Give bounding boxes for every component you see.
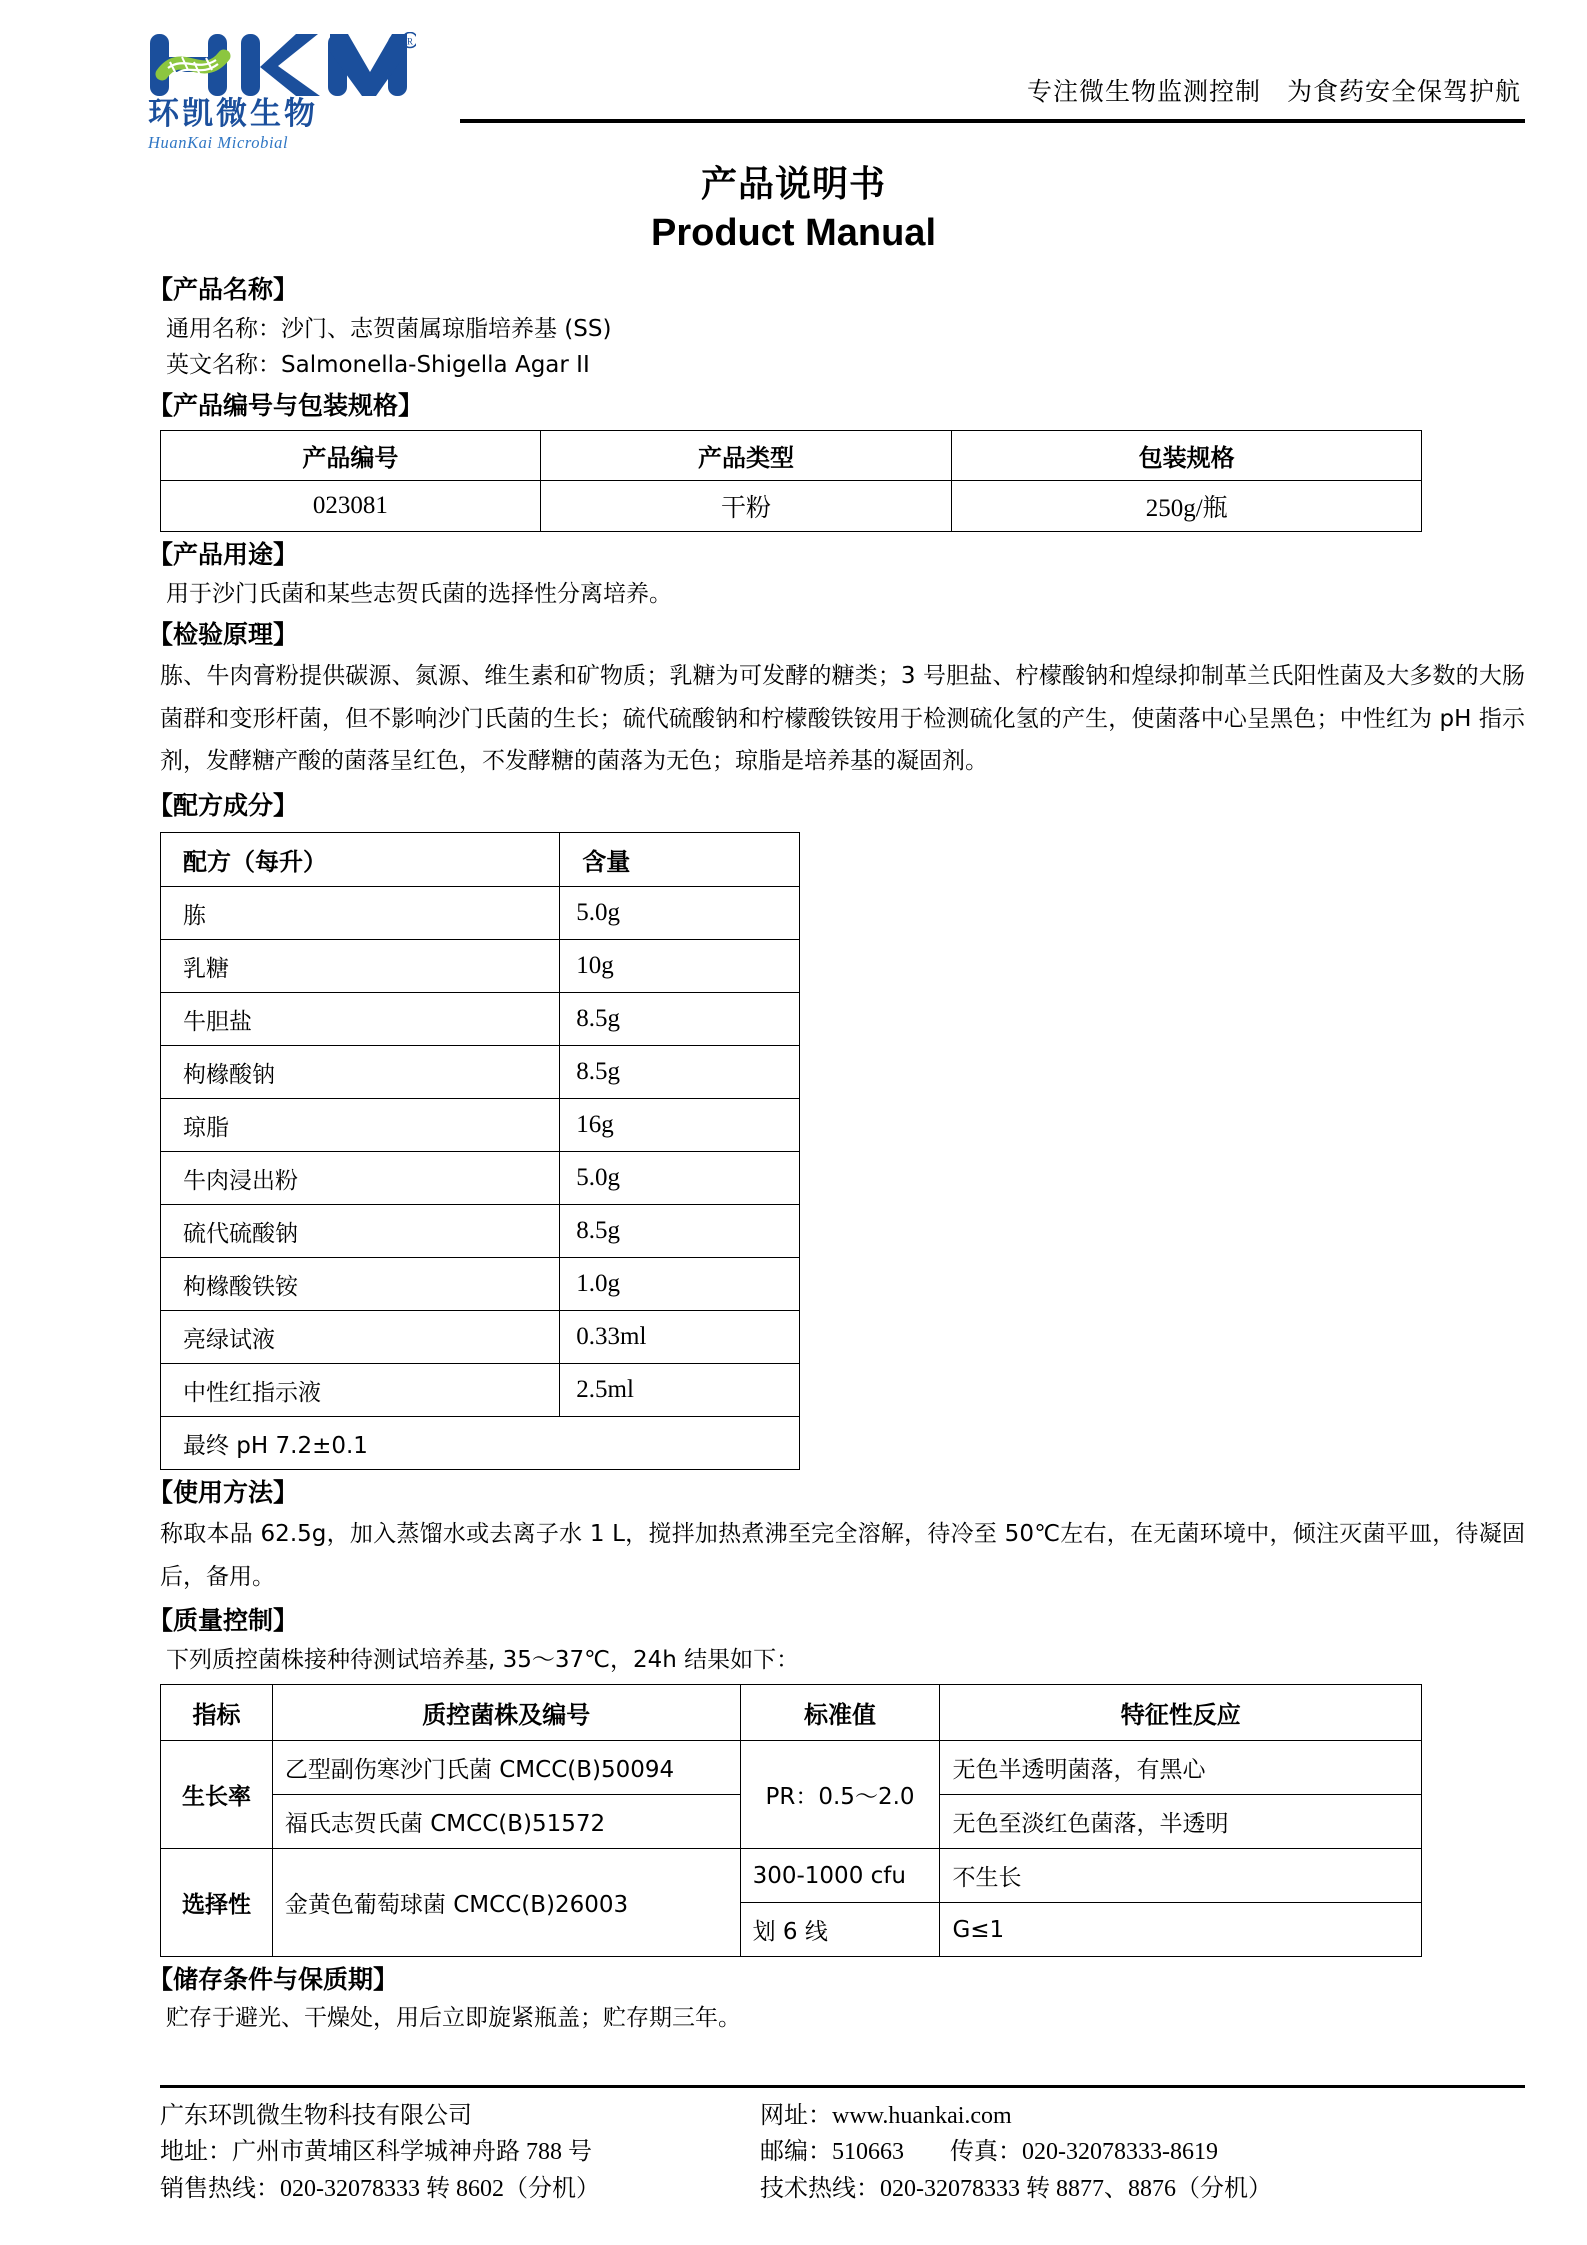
cell-indicator-selectivity: 选择性 <box>161 1849 273 1957</box>
table-row <box>161 1311 800 1364</box>
cell-ingredient: 牛胆盐 <box>161 993 560 1046</box>
cell-amount: 16g <box>560 1099 800 1152</box>
footer-address: 地址：广州市黄埔区科学城神舟路 788 号 <box>160 2139 592 2166</box>
table-row <box>161 940 800 993</box>
col-standard: 标准值 <box>740 1685 940 1741</box>
cell-ingredient: 硫代硫酸钠 <box>161 1205 560 1258</box>
document-body <box>0 272 1587 2036</box>
col-product-code: 产品编号 <box>161 431 541 481</box>
table-row <box>161 481 1422 532</box>
page-title-en: Product Manual <box>650 211 937 254</box>
table-row <box>161 1849 1422 1903</box>
cell-package-spec: 250g/瓶 <box>952 481 1422 532</box>
table-row <box>161 1258 800 1311</box>
principle-text: 胨、牛肉膏粉提供碳源、氮源、维生素和矿物质；乳糖为可发酵的糖类；3 号胆盐、柠檬酸钠和煌绿抑制革兰氏阳性菌及大多数的大肠菌群和变形杆菌，但不影响沙门氏菌的生长；硫代硫酸钠和柠檬酸铁铵用于检测硫化氢的产生，使菌落中心呈黑色；中性红为 pH 指示剂，发酵糖产酸的菌落呈红色，不发酵糖的菌落为无色；琼脂是培养基的凝固剂。 <box>160 663 1525 775</box>
table-row <box>161 1152 800 1205</box>
footer-postcode-fax <box>760 2134 1525 2170</box>
page-header <box>0 0 1587 150</box>
col-strain: 质控菌株及编号 <box>272 1685 740 1741</box>
table-row <box>161 1364 800 1417</box>
cell-ingredient: 亮绿试液 <box>161 1311 560 1364</box>
product-use-text: 用于沙门氏菌和某些志贺氏菌的选择性分离培养。 <box>166 580 672 607</box>
cell-strain: 福氏志贺氏菌 CMCC(B)51572 <box>272 1795 740 1849</box>
table-row <box>161 1046 800 1099</box>
cell-ingredient: 胨 <box>161 887 560 940</box>
table-row <box>161 1741 1422 1795</box>
table-row <box>161 887 800 940</box>
col-reaction: 特征性反应 <box>940 1685 1422 1741</box>
table-row <box>161 993 800 1046</box>
cell-ingredient: 枸橼酸铁铵 <box>161 1258 560 1311</box>
section-heading-product-name: 【产品名称】 <box>148 275 299 305</box>
col-indicator: 指标 <box>161 1685 273 1741</box>
col-product-type: 产品类型 <box>540 431 952 481</box>
footer-left-column <box>160 2098 760 2207</box>
col-formula-amount: 含量 <box>560 833 800 887</box>
quality-control-intro: 下列质控菌株接种待测试培养基, 35～37℃，24h 结果如下： <box>166 1646 800 1673</box>
footer-columns <box>160 2098 1525 2207</box>
section-heading-formula: 【配方成分】 <box>148 790 299 820</box>
cell-standard: 300-1000 cfu <box>740 1849 940 1903</box>
table-row-ph <box>161 1417 800 1470</box>
cell-final-ph: 最终 pH 7.2±0.1 <box>161 1417 800 1470</box>
cell-ingredient: 中性红指示液 <box>161 1364 560 1417</box>
cell-amount: 10g <box>560 940 800 993</box>
footer-fax: 传真：020-32078333-8619 <box>950 2139 1218 2166</box>
cell-reaction: G≤1 <box>940 1903 1422 1957</box>
section-heading-product-code: 【产品编号与包装规格】 <box>148 391 424 421</box>
cell-ingredient: 琼脂 <box>161 1099 560 1152</box>
hkm-logo-svg <box>148 32 416 98</box>
cell-strain: 金黄色葡萄球菌 CMCC(B)26003 <box>272 1849 740 1957</box>
svg-text:R: R <box>406 36 414 47</box>
cell-amount: 5.0g <box>560 1152 800 1205</box>
col-package-spec: 包装规格 <box>952 431 1422 481</box>
footer-company-name: 广东环凯微生物科技有限公司 <box>160 2102 472 2129</box>
cell-amount: 8.5g <box>560 1205 800 1258</box>
cell-amount: 0.33ml <box>560 1311 800 1364</box>
footer-sales-hotline: 销售热线：020-32078333 转 8602（分机） <box>160 2175 600 2202</box>
logo-brand-en: HuanKai Microbial <box>148 133 289 152</box>
page-footer <box>160 2085 1525 2207</box>
storage-text: 贮存于避光、干燥处，用后立即旋紧瓶盖；贮存期三年。 <box>166 2005 741 2032</box>
footer-postcode: 邮编：510663 <box>760 2139 904 2166</box>
usage-text: 称取本品 62.5g，加入蒸馏水或去离子水 1 L，搅拌加热煮沸至完全溶解，待冷至 50℃左右，在无菌环境中，倾注灭菌平皿，待凝固后，备用。 <box>160 1521 1525 1590</box>
header-tagline: 专注微生物监测控制 为食药安全保驾护航 <box>1026 77 1521 106</box>
quality-control-table <box>160 1684 1422 1957</box>
logo-brand-cn: 环凯微生物 <box>148 96 318 132</box>
section-heading-quality-control: 【质量控制】 <box>148 1606 299 1636</box>
cell-reaction: 不生长 <box>940 1849 1422 1903</box>
page-title-cn: 产品说明书 <box>700 164 886 205</box>
section-heading-principle: 【检验原理】 <box>148 620 299 649</box>
product-spec-table <box>160 430 1422 532</box>
cell-indicator-growth: 生长率 <box>161 1741 273 1849</box>
cell-amount: 5.0g <box>560 887 800 940</box>
cell-product-type: 干粉 <box>540 481 952 532</box>
footer-right-column <box>760 2098 1525 2207</box>
table-row <box>161 1205 800 1258</box>
table-header-row <box>161 431 1422 481</box>
formula-table <box>160 832 800 1470</box>
col-formula-name: 配方（每升） <box>161 833 560 887</box>
cell-ingredient: 枸橼酸钠 <box>161 1046 560 1099</box>
section-heading-product-use: 【产品用途】 <box>148 540 299 570</box>
section-heading-storage: 【储存条件与保质期】 <box>148 1965 399 1995</box>
cell-product-code: 023081 <box>161 481 541 532</box>
company-logo <box>148 22 448 153</box>
table-header-row <box>161 1685 1422 1741</box>
cell-reaction: 无色至淡红色菌落，半透明 <box>940 1795 1422 1849</box>
cell-ingredient: 牛肉浸出粉 <box>161 1152 560 1205</box>
cell-standard: 划 6 线 <box>740 1903 940 1957</box>
cell-amount: 1.0g <box>560 1258 800 1311</box>
page-title-block <box>0 163 1587 256</box>
footer-divider <box>160 2085 1525 2088</box>
header-tagline-wrap <box>448 22 1525 122</box>
table-row <box>161 1099 800 1152</box>
footer-tech-hotline: 技术热线：020-32078333 转 8877、8876（分机） <box>760 2175 1272 2202</box>
cell-strain: 乙型副伤寒沙门氏菌 CMCC(B)50094 <box>272 1741 740 1795</box>
header-divider <box>460 119 1525 123</box>
product-english-name: 英文名称：Salmonella-Shigella Agar II <box>166 351 590 378</box>
table-header-row <box>161 833 800 887</box>
cell-reaction: 无色半透明菌落，有黑心 <box>940 1741 1422 1795</box>
section-heading-usage: 【使用方法】 <box>148 1478 299 1508</box>
hkm-logo-mark <box>148 32 416 98</box>
cell-amount: 2.5ml <box>560 1364 800 1417</box>
cell-standard: PR：0.5～2.0 <box>740 1741 940 1849</box>
product-generic-name: 通用名称：沙门、志贺菌属琼脂培养基 (SS) <box>166 315 612 342</box>
footer-website[interactable]: 网址：www.huankai.com <box>760 2102 1012 2129</box>
cell-ingredient: 乳糖 <box>161 940 560 993</box>
cell-amount: 8.5g <box>560 993 800 1046</box>
cell-amount: 8.5g <box>560 1046 800 1099</box>
